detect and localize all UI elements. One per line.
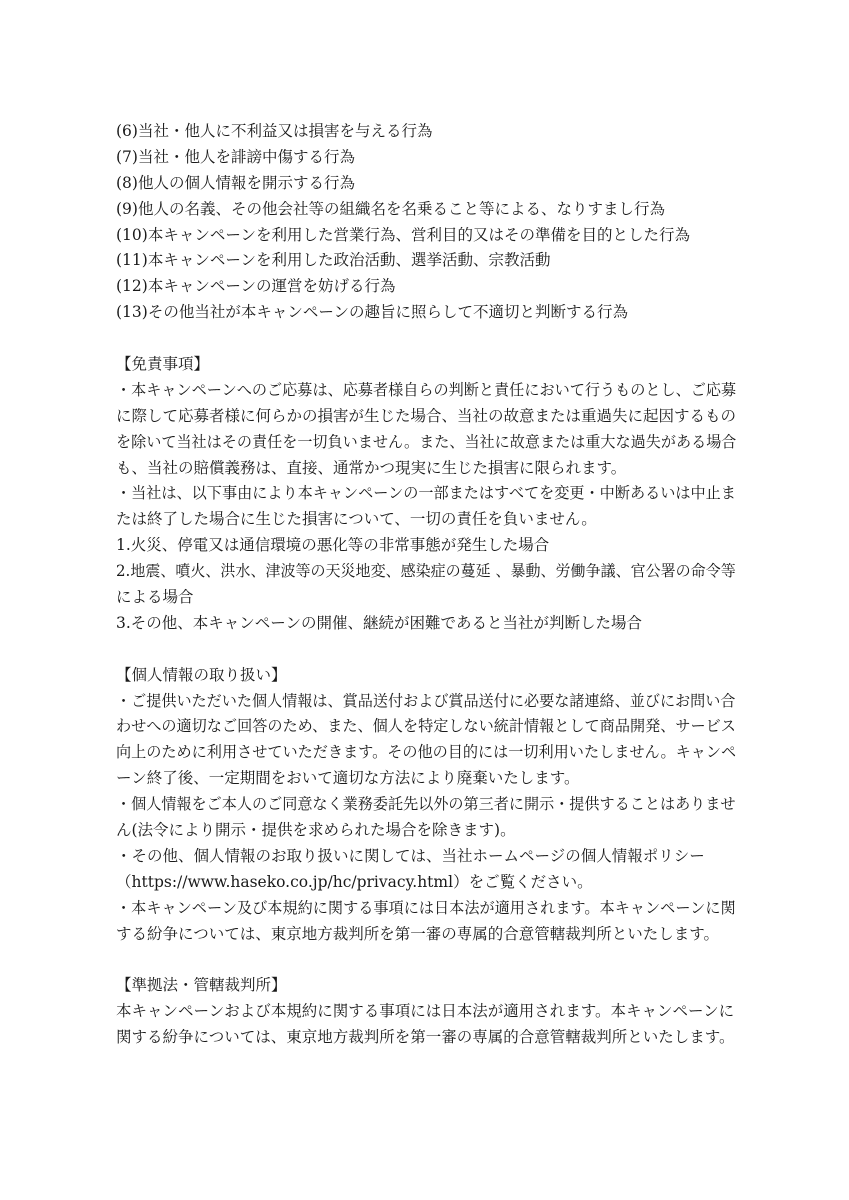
paragraph-line: わせへの適切なご回答のため、また、個人を特定しない統計情報として商品開発、サービス [116,717,736,736]
paragraph-line: 3.その他、本キャンペーンの開催、継続が困難であると当社が判断した場合 [116,613,642,632]
section-spacer [116,637,736,663]
section-heading: 【免責事項】 [116,355,210,374]
paragraph-line: 向上のために利用させていただきます。その他の目的には一切利用いたしません。キャンペ [116,743,737,762]
list-item: (12)本キャンペーンの運営を妨げる行為 [116,277,396,296]
paragraph-line: による場合 [116,588,194,607]
list-item: (9)他人の名義、その他会社等の組織名を名乗ること等による、なりすまし行為 [116,199,665,218]
list-item: (10)本キャンペーンを利用した営業行為、営利目的又はその準備を目的とした行為 [116,225,691,244]
paragraph-line: ・本キャンペーン及び本規約に関する事項には日本法が適用されます。本キャンペーンに関 [116,898,736,917]
privacy-policy-url: （https://www.haseko.co.jp/hc/privacy.html）をご覧ください。 [116,872,593,891]
privacy-section [116,663,736,948]
list-item: (7)当社・他人を誹謗中傷する行為 [116,147,355,166]
prohibited-acts-list [116,119,736,326]
list-item: (11)本キャンペーンを利用した政治活動、選挙活動、宗教活動 [116,251,551,270]
governing-law-section [116,973,736,1051]
paragraph-line: ん(法令により開示・提供を求められた場合を除きます)。 [116,821,516,840]
paragraph-line: 1.火災、停電又は通信環境の悪化等の非常事態が発生した場合 [116,536,550,555]
section-spacer [116,326,736,352]
document-body [116,119,736,1051]
paragraph-line: ・当社は、以下事由により本キャンペーンの一部またはすべてを変更・中断あるいは中止ま [116,484,736,503]
list-item: (6)当社・他人に不利益又は損害を与える行為 [116,122,433,140]
list-item: (8)他人の個人情報を開示する行為 [116,173,355,192]
paragraph-line: ・ご提供いただいた個人情報は、賞品送付および賞品送付に必要な諸連絡、並びにお問い合 [116,691,736,710]
paragraph-line: 関する紛争については、東京地方裁判所を第一審の専属的合意管轄裁判所といたします。 [116,1028,735,1047]
paragraph-line: ・個人情報をご本人のご同意なく業務委託先以外の第三者に開示・提供することはありませ [116,795,736,814]
section-spacer [116,948,736,974]
paragraph-line: する紛争については、東京地方裁判所を第一審の専属的合意管轄裁判所といたします。 [116,924,719,943]
paragraph-line: 本キャンペーンおよび本規約に関する事項には日本法が適用されます。本キャンペーンに [116,1002,735,1021]
paragraph-line: 2.地震、噴火、洪水、津波等の天災地変、感染症の蔓延 、暴動、労働争議、官公署の命令等 [116,562,736,581]
paragraph-line: ・本キャンペーンへのご応募は、応募者様自らの判断と責任において行うものとし、ご応募 [116,380,737,399]
paragraph-line: ーン終了後、一定期間をおいて適切な方法により廃棄いたします。 [116,769,580,788]
paragraph-line: たは終了した場合に生じた損害について、一切の責任を負いません。 [116,510,597,529]
paragraph-line: に際して応募者様に何らかの損害が生じた場合、当社の故意または重過失に起因するもの [116,406,737,425]
paragraph-line: を除いて当社はその責任を一切負いません。また、当社に故意または重大な過失がある場合 [116,432,737,451]
paragraph-line: も、当社の賠償義務は、直接、通常かつ現実に生じた損害に限られます。 [116,458,627,477]
paragraph-line: ・その他、個人情報のお取り扱いに関しては、当社ホームページの個人情報ポリシー [116,846,705,865]
disclaimer-section [116,352,736,637]
section-heading: 【個人情報の取り扱い】 [116,665,287,684]
list-item: (13)その他当社が本キャンペーンの趣旨に照らして不適切と判断する行為 [116,303,629,322]
section-heading: 【準拠法・管轄裁判所】 [116,976,287,995]
